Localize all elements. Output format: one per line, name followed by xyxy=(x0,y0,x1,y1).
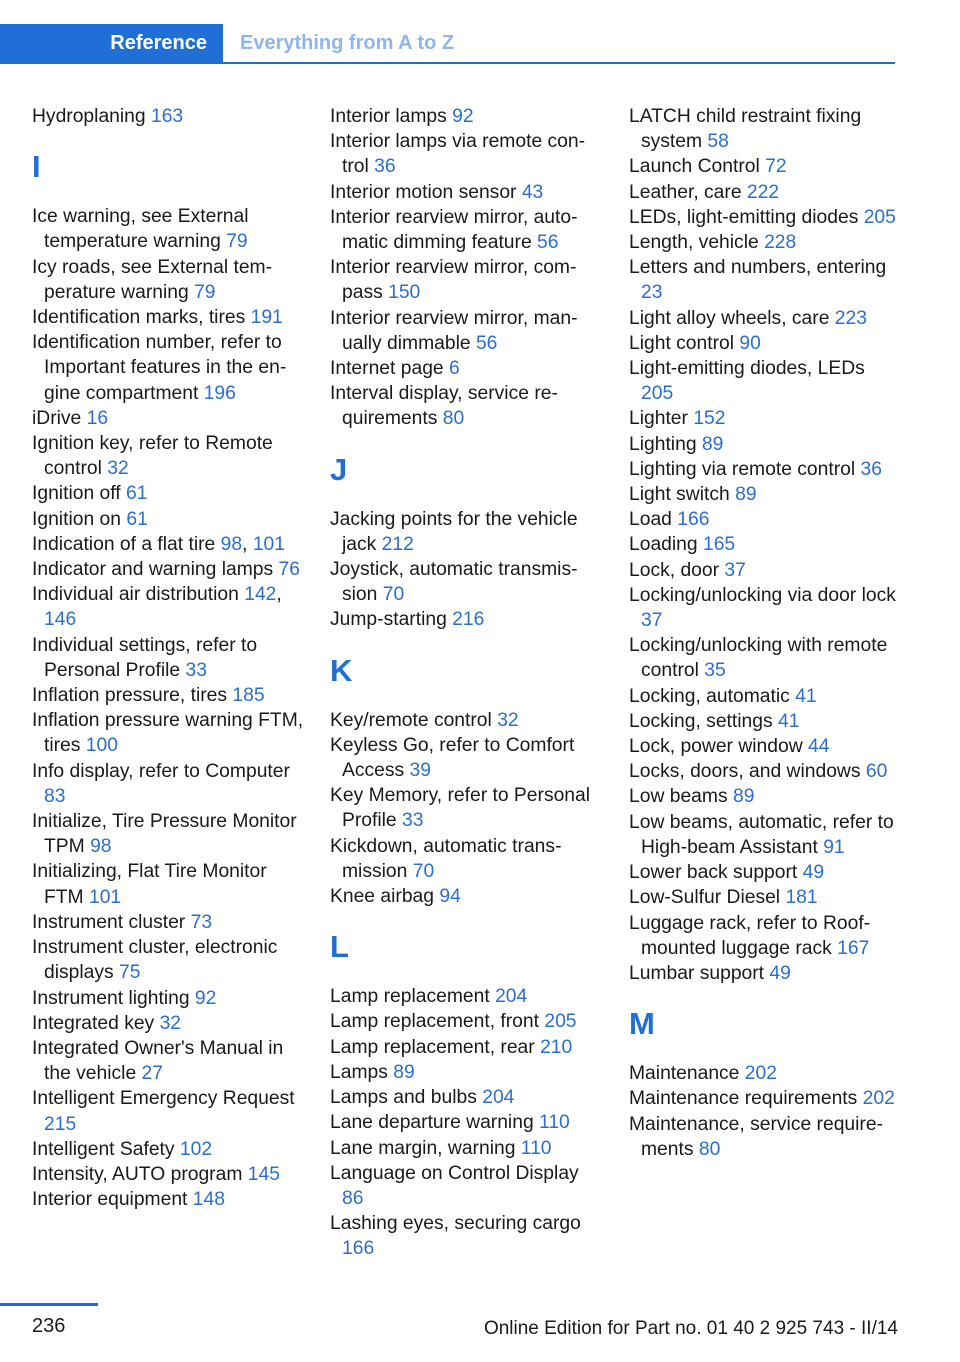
page-link[interactable]: 212 xyxy=(381,533,414,555)
index-entry-text: Instrument lighting xyxy=(32,987,195,1009)
page-link[interactable]: 79 xyxy=(226,231,248,253)
index-entry xyxy=(330,984,602,1009)
index-entry xyxy=(330,205,602,255)
index-entry xyxy=(330,884,602,909)
page-link[interactable]: 27 xyxy=(141,1063,163,1085)
index-entry xyxy=(330,1009,602,1034)
index-entry-text: Identification marks, tires xyxy=(32,307,251,329)
footer-rule xyxy=(0,1303,98,1306)
index-entry xyxy=(629,457,899,482)
index-entry-text: Interior motion sensor xyxy=(330,181,522,203)
index-entry-text: Lock, power window xyxy=(629,736,808,758)
page-link[interactable]: 222 xyxy=(746,181,780,203)
index-entry xyxy=(629,356,899,406)
page-link[interactable]: 181 xyxy=(785,887,818,909)
page-link[interactable]: 91 xyxy=(823,836,845,858)
index-entry-text: Integrated key xyxy=(32,1012,160,1034)
index-entry xyxy=(32,633,304,683)
page-link[interactable]: 223 xyxy=(834,307,867,329)
index-entry-text: Intensity, AUTO program xyxy=(32,1163,248,1185)
index-entry-text: Locking/unlocking with remote control xyxy=(629,635,888,682)
index-entry-text: Light control xyxy=(629,332,740,354)
page-link[interactable]: 205 xyxy=(544,1011,577,1033)
chapter-tab-label: Reference xyxy=(110,31,207,54)
index-entry-text: LEDs, light-emitting diodes xyxy=(629,206,864,228)
index-entry-text: Ignition on xyxy=(32,508,127,530)
index-entry xyxy=(330,306,602,356)
page-link[interactable]: 60 xyxy=(865,761,888,783)
page-link[interactable]: 145 xyxy=(247,1163,280,1185)
page-link[interactable]: 191 xyxy=(250,307,283,329)
index-entry-text: Interior lamps xyxy=(330,106,453,127)
page-link[interactable]: 202 xyxy=(744,1063,777,1085)
index-entry-text: Lighting xyxy=(629,433,702,455)
page-link[interactable]: 16 xyxy=(86,407,109,429)
index-column-1 xyxy=(32,104,304,1212)
index-entry xyxy=(330,1085,602,1110)
page-link[interactable]: 73 xyxy=(190,911,213,933)
page-link[interactable]: 61 xyxy=(126,508,148,530)
index-entry-text: Lumbar support xyxy=(629,962,770,984)
edition-text: Online Edition for Part no. 01 40 2 925 743 - II/14 xyxy=(483,1318,898,1339)
page-header xyxy=(0,24,895,64)
index-entry-text: Lashing eyes, securing cargo xyxy=(330,1213,581,1235)
page-link[interactable]: 61 xyxy=(125,483,148,505)
index-entry xyxy=(330,1161,602,1211)
index-entry-text: Locking, automatic xyxy=(629,685,796,707)
index-entry xyxy=(629,709,899,734)
index-entry xyxy=(32,305,304,330)
index-entry-text: Instrument cluster xyxy=(32,911,191,933)
index-entry xyxy=(330,1136,602,1161)
page-link[interactable]: 110 xyxy=(539,1112,570,1134)
page-link[interactable]: 56 xyxy=(537,232,559,254)
index-entry xyxy=(629,230,899,255)
index-entry-text: Hydroplaning xyxy=(32,106,151,127)
index-entry-text: Lower back support xyxy=(629,862,803,884)
index-entry xyxy=(32,986,304,1011)
index-entry-text: Integrated Owner's Manual in the vehicle xyxy=(32,1037,284,1085)
index-entry xyxy=(32,330,304,406)
page-link[interactable]: 202 xyxy=(862,1088,895,1110)
index-entry xyxy=(629,205,899,230)
index-entry xyxy=(629,432,899,457)
index-entry xyxy=(629,759,899,784)
index-entry xyxy=(629,1086,899,1111)
index-entry-text: LATCH child restraint fixing system xyxy=(629,106,862,153)
index-entry-text: Indication of a flat tire xyxy=(32,533,221,555)
index-entry-text: Inflation pressure warning FTM, tires xyxy=(32,710,304,757)
page-link[interactable]: 166 xyxy=(342,1238,375,1260)
page-link[interactable]: 89 xyxy=(393,1061,415,1083)
page-link[interactable]: 152 xyxy=(693,408,726,430)
index-entry xyxy=(629,482,899,507)
index-entry xyxy=(629,911,899,961)
page-link[interactable]: 166 xyxy=(677,509,710,531)
page-link[interactable]: 98 xyxy=(90,836,112,858)
index-entry xyxy=(32,683,304,708)
index-entry xyxy=(330,255,602,305)
index-entry xyxy=(330,104,602,129)
index-letter-heading: M xyxy=(629,1006,655,1042)
index-entry-text: Lamp replacement, rear xyxy=(330,1036,541,1058)
index-entry-text: Internet page xyxy=(330,358,449,380)
index-entry xyxy=(32,1086,304,1136)
index-letter-heading: K xyxy=(330,652,353,688)
index-entry-text: Indicator and warning lamps xyxy=(32,559,279,581)
page-link[interactable]: 79 xyxy=(194,281,216,303)
index-entry xyxy=(330,733,602,783)
index-entry-text: Instrument cluster, electronic displays xyxy=(32,937,278,984)
index-entry-text: Ignition off xyxy=(32,483,126,505)
index-entry-text: Interior equipment xyxy=(32,1189,193,1211)
index-entry xyxy=(330,381,602,431)
index-entry xyxy=(330,129,602,179)
page-link[interactable]: 58 xyxy=(707,131,729,153)
index-entry-text: Low beams xyxy=(629,786,733,808)
index-entry-text: Interior rearview mirror, automatic dimming feature xyxy=(330,206,578,254)
index-entry-text: iDrive xyxy=(32,407,87,429)
index-entry xyxy=(629,961,899,986)
index-entry xyxy=(32,255,304,305)
index-entry-text: Lane margin, warning xyxy=(330,1137,521,1159)
index-entry xyxy=(330,557,602,607)
index-entry xyxy=(32,507,304,532)
index-entry xyxy=(629,406,899,431)
page-link[interactable]: 80 xyxy=(442,408,465,430)
index-entry-text: Kickdown, automatic transmission xyxy=(330,835,562,882)
index-entry-text: Locks, doors, and windows xyxy=(629,761,866,783)
index-entry-text: Light-emitting diodes, LEDs xyxy=(629,358,865,380)
index-entry-text: Jump-starting xyxy=(330,609,453,631)
index-entry xyxy=(629,180,899,205)
index-entry xyxy=(330,180,602,205)
page-link[interactable]: 92 xyxy=(194,987,217,1009)
page-link[interactable]: 36 xyxy=(374,156,396,178)
index-entry-text: Launch Control xyxy=(629,156,766,178)
index-entry xyxy=(629,255,899,305)
section-title[interactable]: Everything from A to Z xyxy=(240,31,455,54)
page-link[interactable]: 150 xyxy=(388,282,421,304)
page-link[interactable]: 72 xyxy=(765,156,787,178)
index-entry xyxy=(629,507,899,532)
page-link[interactable]: 216 xyxy=(452,609,485,631)
index-entry-text: Inflation pressure, tires xyxy=(32,685,233,707)
page-link[interactable]: 70 xyxy=(412,860,435,882)
index-entry xyxy=(330,1035,602,1060)
index-entry-text: Maintenance requirements xyxy=(629,1088,863,1110)
page-link[interactable]: 90 xyxy=(739,332,761,354)
index-entry-text: Individual settings, refer to Personal Profile xyxy=(32,634,258,681)
index-entry-text: Lighter xyxy=(629,408,694,430)
index-entry-text: Lamp replacement, front xyxy=(330,1011,545,1033)
page-link[interactable]: 210 xyxy=(540,1036,573,1058)
page-link[interactable]: 32 xyxy=(107,458,129,480)
page-link[interactable]: 56 xyxy=(475,332,498,354)
index-entry-text: Leather, care xyxy=(629,181,747,203)
page-link[interactable]: 6 xyxy=(449,358,460,380)
index-entry xyxy=(330,607,602,632)
page-link[interactable]: 86 xyxy=(342,1187,364,1209)
index-entry-text: Joystick, automatic transmission xyxy=(330,559,578,606)
page-link[interactable]: 89 xyxy=(732,786,755,808)
index-entry-text: Luggage rack, refer to Roof-mounted luggage rack xyxy=(629,912,871,959)
index-entry xyxy=(32,910,304,935)
index-entry xyxy=(629,684,899,709)
chapter-tab[interactable] xyxy=(0,24,223,62)
page-link[interactable]: 75 xyxy=(119,962,141,984)
index-entry xyxy=(629,734,899,759)
index-entry xyxy=(32,104,304,129)
page-link[interactable]: 110 xyxy=(520,1137,552,1159)
index-entry-text: Lock, door xyxy=(629,559,725,581)
page-separator: , xyxy=(242,533,253,555)
index-entry-text: Low-Sulfur Diesel xyxy=(629,887,786,909)
index-entry xyxy=(32,809,304,859)
index-entry-text: Initializing, Flat Tire Monitor FTM xyxy=(32,861,267,908)
page-link[interactable]: 101 xyxy=(88,886,122,908)
index-entry-text: Ice warning, see External temperature warning xyxy=(32,206,249,253)
page-link[interactable]: 39 xyxy=(409,760,431,782)
index-entry xyxy=(32,406,304,431)
index-entry-text: Keyless Go, refer to Comfort Access xyxy=(330,734,575,782)
index-entry xyxy=(32,1137,304,1162)
index-entry-text: Length, vehicle xyxy=(629,232,765,254)
index-entry xyxy=(330,1110,602,1135)
index-entry xyxy=(629,532,899,557)
page-link[interactable]: 92 xyxy=(452,106,474,127)
page-link[interactable]: 148 xyxy=(192,1189,225,1211)
index-entry xyxy=(629,558,899,583)
index-entry-text: Identification number, refer to Important features in the engine compartment xyxy=(32,332,287,404)
page-link[interactable]: 41 xyxy=(777,710,800,732)
index-entry-text: Locking/unlocking via door lock xyxy=(629,584,896,606)
index-entry xyxy=(629,633,899,683)
page-link[interactable]: 204 xyxy=(482,1087,515,1109)
page-link[interactable]: 146 xyxy=(44,609,77,631)
index-entry-text: Language on Control Display xyxy=(330,1162,579,1184)
index-entry-text: Ignition key, refer to Remote control xyxy=(32,433,273,480)
page-link[interactable]: 94 xyxy=(439,886,461,908)
index-entry xyxy=(629,104,899,154)
page-link[interactable]: 165 xyxy=(702,534,736,556)
index-entry xyxy=(330,1060,602,1085)
index-entry xyxy=(32,431,304,481)
page-link[interactable]: 80 xyxy=(698,1138,721,1160)
index-entry-text: Low beams, automatic, refer to High-beam Assistant xyxy=(629,811,894,858)
page-link[interactable]: 142 xyxy=(244,584,277,606)
page-link[interactable]: 215 xyxy=(44,1113,77,1135)
page-link[interactable]: 89 xyxy=(735,484,757,506)
index-entry-text: Initialize, Tire Pressure Monitor TPM xyxy=(32,811,297,858)
index-entry-text: Light alloy wheels, care xyxy=(629,307,835,329)
page-link[interactable]: 36 xyxy=(860,458,882,480)
index-entry-text: Light switch xyxy=(629,484,736,506)
index-entry xyxy=(32,759,304,809)
index-entry xyxy=(629,885,899,910)
index-entry xyxy=(32,1187,304,1212)
page-link[interactable]: 204 xyxy=(495,986,528,1008)
index-entry xyxy=(32,532,304,557)
page-separator: , xyxy=(276,584,282,606)
page-link[interactable]: 101 xyxy=(252,533,285,555)
index-entry xyxy=(629,154,899,179)
page-link[interactable]: 37 xyxy=(724,559,746,581)
index-entry xyxy=(629,784,899,809)
index-entry xyxy=(330,834,602,884)
page-number: 236 xyxy=(32,1315,66,1337)
index-entry-text: Lane departure warning xyxy=(330,1112,540,1134)
page-link[interactable]: 196 xyxy=(203,382,236,404)
index-entry-text: Interval display, service requirements xyxy=(330,383,558,430)
page-link[interactable]: 167 xyxy=(837,937,870,959)
index-entry-text: Interior rearview mirror, compass xyxy=(330,257,577,304)
page-link[interactable]: 41 xyxy=(795,685,817,707)
page-link[interactable]: 49 xyxy=(802,862,825,884)
page-link[interactable]: 70 xyxy=(382,584,405,606)
index-entry-text: Maintenance, service requirements xyxy=(629,1113,883,1160)
index-letter-heading: I xyxy=(32,149,41,185)
page-link[interactable]: 49 xyxy=(769,962,791,984)
index-entry xyxy=(330,507,602,557)
page-link[interactable]: 23 xyxy=(641,282,663,304)
page-link[interactable]: 100 xyxy=(85,735,118,757)
page-link[interactable]: 32 xyxy=(497,709,519,731)
index-entry xyxy=(32,204,304,254)
index-entry xyxy=(32,481,304,506)
index-entry-text: Intelligent Safety xyxy=(32,1138,180,1160)
index-entry xyxy=(629,306,899,331)
index-entry-text: Lamp replacement xyxy=(330,986,496,1008)
index-letter-heading: L xyxy=(330,929,349,965)
index-entry xyxy=(32,1162,304,1187)
index-entry xyxy=(330,1211,602,1261)
index-entry xyxy=(629,583,899,633)
page-link[interactable]: 163 xyxy=(150,106,184,127)
index-entry-text: Lamps and bulbs xyxy=(330,1087,483,1109)
index-column-2 xyxy=(330,104,602,1262)
index-entry xyxy=(629,331,899,356)
index-entry xyxy=(629,1061,899,1086)
page-link[interactable]: 89 xyxy=(701,433,724,455)
index-entry-text: Load xyxy=(629,509,678,531)
index-entry xyxy=(32,1036,304,1086)
page-link[interactable]: 43 xyxy=(521,181,544,203)
index-entry-text: Key Memory, refer to Personal Profile xyxy=(330,785,591,832)
index-entry-text: Intelligent Emergency Request xyxy=(32,1088,295,1110)
index-entry-text: Info display, refer to Computer xyxy=(32,760,290,782)
index-entry xyxy=(629,860,899,885)
index-entry-text: Locking, settings xyxy=(629,710,778,732)
index-entry xyxy=(32,582,304,632)
index-entry-text: Letters and numbers, entering xyxy=(629,257,887,279)
index-entry-text: Jacking points for the vehicle jack xyxy=(330,508,578,555)
index-entry xyxy=(32,557,304,582)
page-link[interactable]: 44 xyxy=(807,736,830,758)
page-link[interactable]: 102 xyxy=(179,1138,213,1160)
index-entry xyxy=(629,1112,899,1162)
page-link[interactable]: 185 xyxy=(232,685,265,707)
page-link[interactable]: 35 xyxy=(704,660,726,682)
index-entry xyxy=(330,708,602,733)
page-link[interactable]: 98 xyxy=(220,533,243,555)
page-link[interactable]: 32 xyxy=(159,1012,182,1034)
index-entry-text: Key/remote control xyxy=(330,709,498,731)
page-link[interactable]: 205 xyxy=(641,383,674,405)
index-entry xyxy=(330,356,602,381)
index-entry xyxy=(32,708,304,758)
page-link[interactable]: 33 xyxy=(185,659,207,681)
index-entry-text: Interior lamps via remote control xyxy=(330,131,586,178)
index-entry-text: Lighting via remote control xyxy=(629,458,861,480)
index-entry-text: Maintenance xyxy=(629,1063,745,1085)
index-entry-text: Loading xyxy=(629,534,703,556)
index-entry-text: Interior rearview mirror, manually dimmable xyxy=(330,307,578,354)
index-entry-text: Individual air distribution xyxy=(32,584,245,606)
page-link[interactable]: 76 xyxy=(278,559,300,581)
page-link[interactable]: 33 xyxy=(402,810,424,832)
index-entry-text: Knee airbag xyxy=(330,886,440,908)
index-entry xyxy=(32,1011,304,1036)
page-link[interactable]: 205 xyxy=(863,206,896,228)
index-entry-text: Icy roads, see External temperature warning xyxy=(32,256,273,303)
index-entry-text: Lamps xyxy=(330,1061,394,1083)
index-entry xyxy=(330,783,602,833)
index-column-3 xyxy=(629,104,899,1162)
index-letter-heading: J xyxy=(330,451,348,487)
page-link[interactable]: 228 xyxy=(764,232,797,254)
index-entry xyxy=(32,859,304,909)
page-link[interactable]: 37 xyxy=(641,610,663,632)
index-entry xyxy=(629,810,899,860)
page-link[interactable]: 83 xyxy=(44,785,66,807)
index-entry xyxy=(32,935,304,985)
